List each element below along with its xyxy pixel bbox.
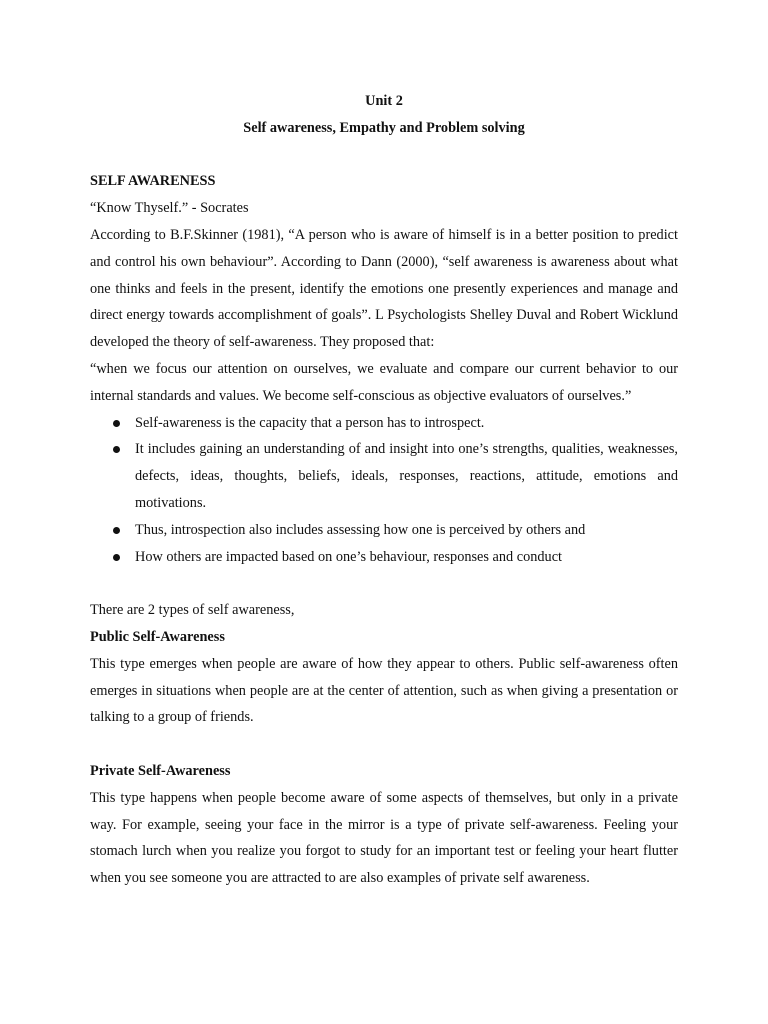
bullet-icon [113,420,120,427]
bullet-icon [113,554,120,561]
spacer [90,731,678,758]
socrates-quote: “Know Thyself.” - Socrates [90,200,249,217]
document-page [90,88,678,892]
bullet-text: How others are impacted based on one’s behaviour, responses and conduct [135,548,563,565]
spacer [90,570,678,597]
theory-quote: “when we focus our attention on ourselves, we evaluate and compare our current behavior to our internal standards and values. We become self-conscious as objective evaluators of ourselves.” [90,360,678,404]
private-heading: Private Self-Awareness [90,762,231,779]
bullet-list [90,410,678,571]
bullet-item [90,517,678,544]
public-paragraph: This type emerges when people are aware of how they appear to others. Public self-awareness often emerges in situations when people are at the center of attention, such as when giving a presentation or talking to a group of friends. [90,655,678,726]
section-heading: SELF AWARENESS [90,173,216,190]
public-heading: Public Self-Awareness [90,628,225,645]
bullet-item [90,410,678,437]
intro-paragraph: According to B.F.Skinner (1981), “A person who is aware of himself is in a better position to predict and control his own behaviour”. According to Dann (2000), “self awareness is awareness about what one thinks and feels in the present, identify the emotions one presently experiences and manage and direct energy towards accomplishment of goals”. L Psychologists Shelley Duval and Robert Wicklund developed the theory of self-awareness. They proposed that: [90,226,678,351]
bullet-item [90,544,678,571]
bullet-text: Thus, introspection also includes assessing how one is perceived by others and [135,521,586,538]
bullet-icon [113,527,120,534]
private-paragraph: This type happens when people become aware of some aspects of themselves, but only in a private way. For example, seeing your face in the mirror is a type of private self-awareness. Feeling your stomach lurch when you realize you forgot to study for an important test or feeling your heart flutter when you see someone you are attracted to are also examples of private self awareness. [90,789,678,887]
spacer [90,142,678,169]
bullet-item [90,436,678,516]
bullet-text: Self-awareness is the capacity that a person has to introspect. [135,414,485,431]
bullet-icon [113,446,120,453]
bullet-text: It includes gaining an understanding of and insight into one’s strengths, qualities, weaknesses, defects, ideas, thoughts, beliefs, ideals, responses, reactions, attitude, emotions and motivations. [135,441,678,511]
document-subtitle: Self awareness, Empathy and Problem solving [243,119,525,136]
types-intro: There are 2 types of self awareness, [90,602,295,619]
unit-title: Unit 2 [365,93,403,109]
